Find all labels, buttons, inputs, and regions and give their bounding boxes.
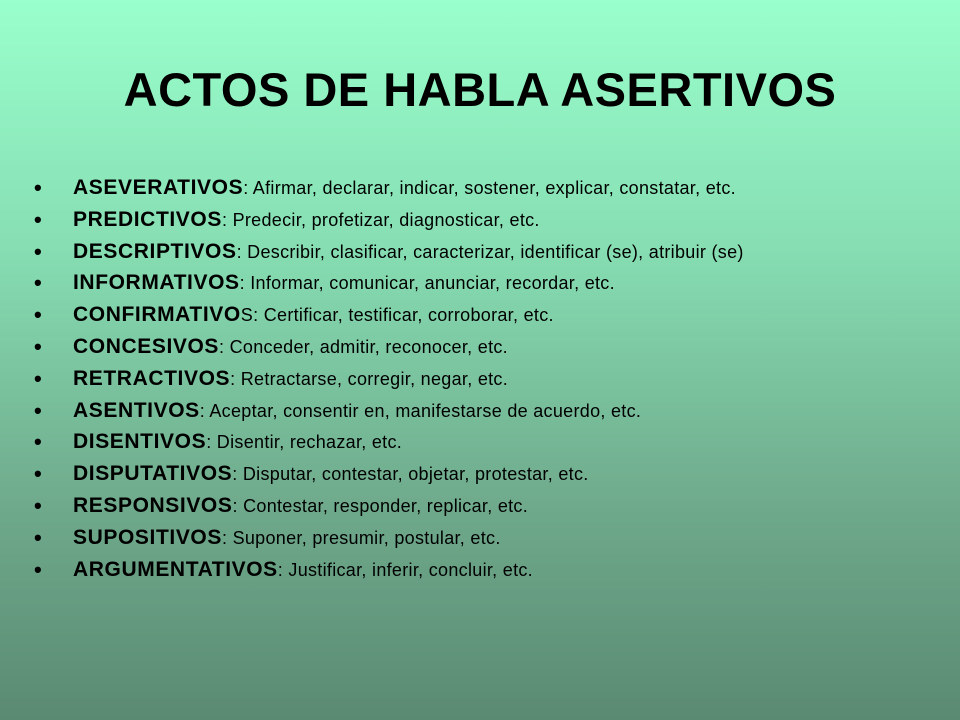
list-item bbox=[34, 395, 944, 427]
item-description: S: Certificar, testificar, corroborar, etc. bbox=[240, 305, 554, 326]
item-description: : Describir, clasificar, caracterizar, identificar (se), atribuir (se) bbox=[236, 241, 744, 262]
list-item bbox=[34, 172, 944, 204]
item-term: INFORMATIVOS bbox=[73, 271, 240, 295]
item-term: ASEVERATIVOS bbox=[73, 176, 244, 199]
item-description: : Afirmar, declarar, indicar, sostener, explicar, constatar, etc. bbox=[243, 178, 736, 198]
item-description: : Informar, comunicar, anunciar, recordar, etc. bbox=[239, 273, 615, 294]
item-description: : Suponer, presumir, postular, etc. bbox=[221, 527, 501, 548]
bullet-icon: • bbox=[34, 302, 42, 328]
item-description: : Disentir, rechazar, etc. bbox=[206, 432, 403, 453]
item-term: ARGUMENTATIVOS bbox=[73, 557, 278, 581]
bullet-icon: • bbox=[34, 270, 42, 296]
list-item bbox=[34, 204, 944, 236]
bullet-icon: • bbox=[34, 206, 42, 232]
item-term: CONCESIVOS bbox=[73, 334, 220, 358]
item-term: SUPOSITIVOS bbox=[73, 525, 222, 549]
bullet-icon: • bbox=[34, 461, 42, 487]
item-description: : Predecir, profetizar, diagnosticar, etc. bbox=[221, 209, 540, 230]
list-item bbox=[34, 236, 944, 268]
item-description: : Disputar, contestar, objetar, protestar, etc. bbox=[232, 464, 589, 485]
bullet-icon: • bbox=[34, 556, 42, 582]
bullet-icon: • bbox=[34, 429, 42, 455]
bullet-icon: • bbox=[34, 397, 42, 423]
item-description: : Aceptar, consentir en, manifestarse de acuerdo, etc. bbox=[199, 400, 642, 421]
bullet-list bbox=[34, 172, 944, 585]
item-description: : Justificar, inferir, concluir, etc. bbox=[277, 559, 533, 580]
item-term: DESCRIPTIVOS bbox=[73, 239, 237, 263]
bullet-icon: • bbox=[34, 238, 42, 264]
bullet-icon: • bbox=[34, 175, 42, 200]
list-item bbox=[34, 267, 944, 299]
list-item bbox=[34, 426, 944, 458]
bullet-icon: • bbox=[34, 524, 42, 550]
list-item bbox=[34, 522, 944, 554]
bullet-icon: • bbox=[34, 333, 42, 359]
list-item bbox=[34, 363, 944, 395]
bullet-icon: • bbox=[34, 365, 42, 391]
list-item bbox=[34, 554, 944, 586]
bullet-icon: • bbox=[34, 492, 42, 518]
item-description: : Conceder, admitir, reconocer, etc. bbox=[219, 336, 508, 357]
item-description: : Retractarse, corregir, negar, etc. bbox=[230, 368, 509, 389]
item-term: ASENTIVOS bbox=[73, 398, 200, 422]
item-term: RETRACTIVOS bbox=[73, 366, 231, 390]
item-term: RESPONSIVOS bbox=[73, 493, 233, 517]
item-description: : Contestar, responder, replicar, etc. bbox=[232, 495, 529, 516]
item-term: CONFIRMATIVO bbox=[73, 303, 241, 327]
list-item bbox=[34, 490, 944, 522]
list-item bbox=[34, 331, 944, 363]
item-term: PREDICTIVOS bbox=[73, 207, 222, 231]
item-term: DISENTIVOS bbox=[73, 430, 207, 454]
list-item bbox=[34, 299, 944, 331]
slide-title: ACTOS DE HABLA ASERTIVOS bbox=[123, 63, 837, 116]
item-term: DISPUTATIVOS bbox=[73, 462, 233, 486]
list-item bbox=[34, 458, 944, 490]
